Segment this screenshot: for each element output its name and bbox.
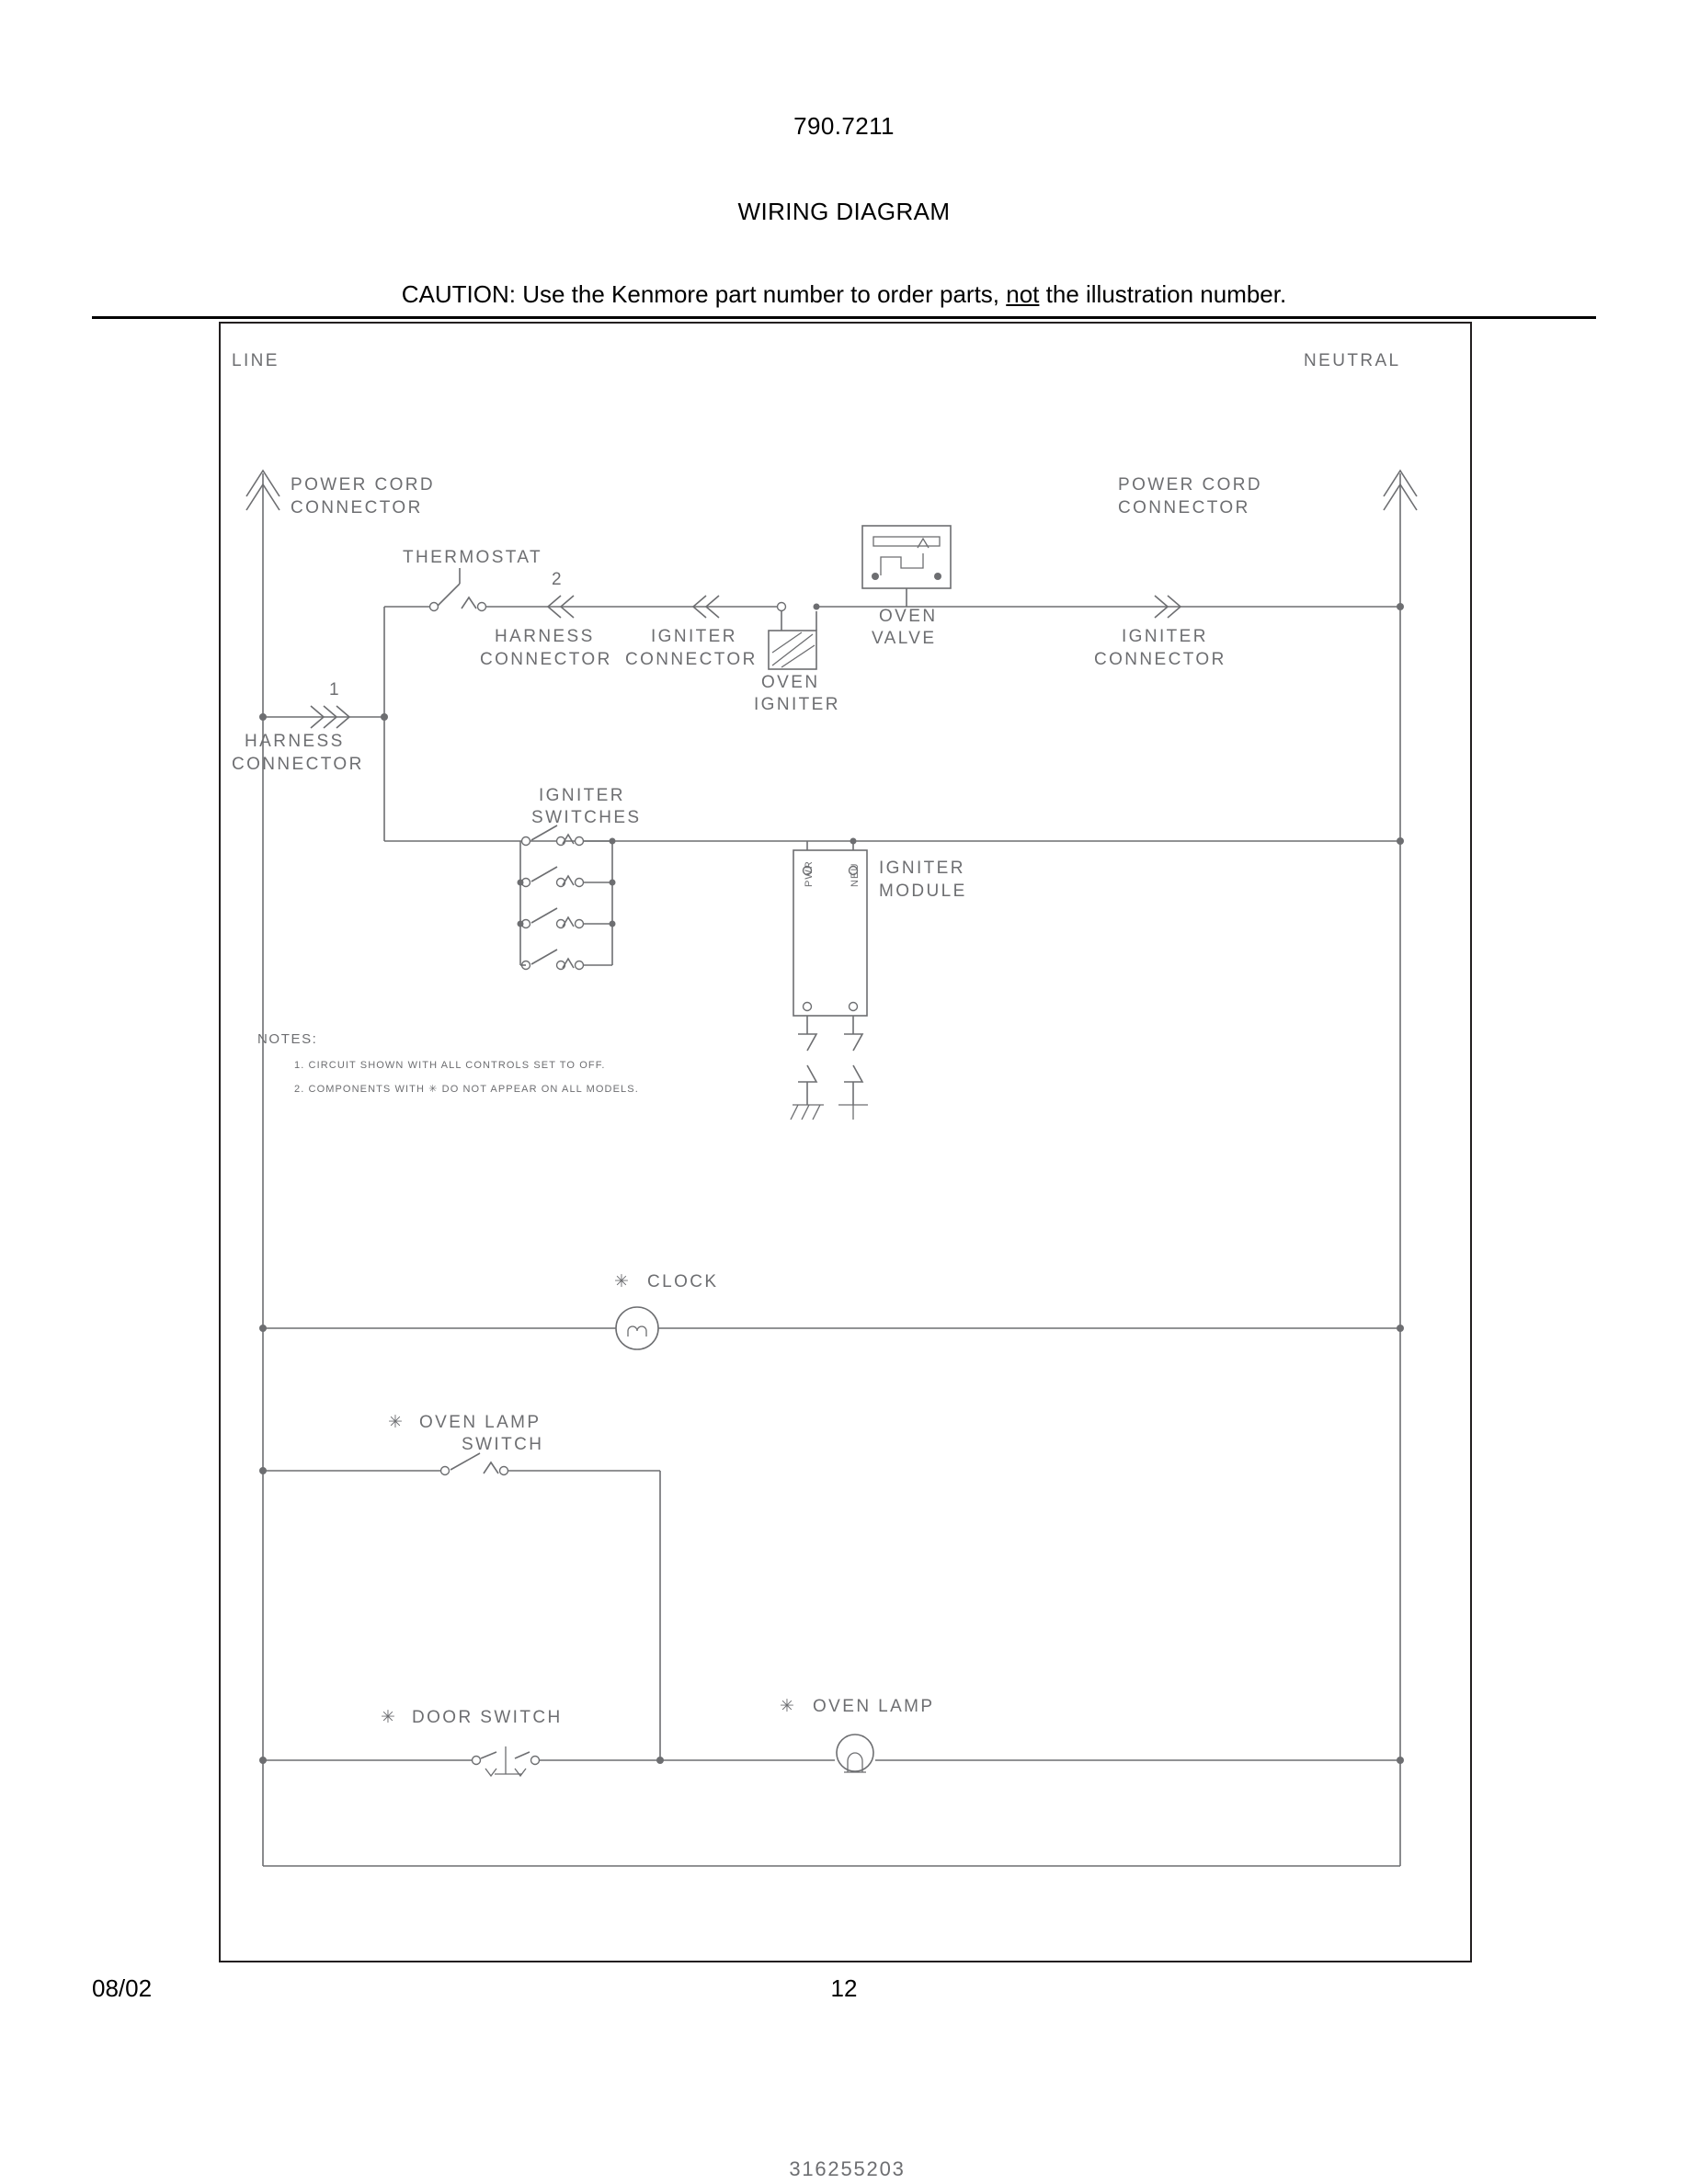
label-harness-connector-1-line2: CONNECTOR: [232, 755, 364, 774]
footer-page-number: 12: [830, 1974, 858, 2002]
label-thermostat: THERMOSTAT: [403, 548, 543, 567]
label-igniter-module-line2: MODULE: [879, 882, 967, 901]
label-harness-connector-2-line1: HARNESS: [495, 627, 595, 646]
label-power-cord-connector-left-line2: CONNECTOR: [291, 498, 423, 518]
notes-item-2: 2. COMPONENTS WITH ✳ DO NOT APPEAR ON ALL MODELS.: [294, 1084, 639, 1095]
label-line: LINE: [232, 351, 279, 370]
label-oven-lamp-switch-star: ✳: [388, 1413, 405, 1432]
caution-prefix: CAUTION: Use the Kenmore part number to order parts,: [401, 280, 1007, 308]
header-divider: [92, 316, 1596, 319]
label-oven-igniter-line1: OVEN: [761, 673, 820, 692]
label-oven-lamp-switch-line1: OVEN LAMP: [419, 1413, 542, 1432]
label-oven-lamp-star: ✳: [780, 1697, 797, 1716]
label-oven-igniter-line2: IGNITER: [754, 695, 840, 714]
label-igniter-connector-right-line1: IGNITER: [1122, 627, 1208, 646]
label-power-cord-connector-left-line1: POWER CORD: [291, 475, 435, 495]
label-harness-connector-1-number: 1: [329, 680, 339, 700]
label-clock-star: ✳: [614, 1272, 632, 1291]
label-door-switch-star: ✳: [381, 1708, 398, 1727]
label-igniter-connector-right-line2: CONNECTOR: [1094, 650, 1226, 669]
schematic: [219, 322, 1472, 1962]
label-module-pwr: PWR: [804, 860, 815, 887]
label-power-cord-connector-right-line2: CONNECTOR: [1118, 498, 1250, 518]
caution-suffix: the illustration number.: [1039, 280, 1287, 308]
notes-item-1: 1. CIRCUIT SHOWN WITH ALL CONTROLS SET TO OFF.: [294, 1060, 606, 1071]
label-oven-lamp-switch-line2: SWITCH: [462, 1435, 544, 1454]
model-number: 790.7211: [793, 112, 895, 140]
label-oven-lamp: OVEN LAMP: [813, 1697, 935, 1716]
label-igniter-connector-left-line1: IGNITER: [651, 627, 737, 646]
part-number: 316255203: [789, 2157, 906, 2180]
caution-emphasis: not: [1006, 280, 1040, 308]
footer-date: 08/02: [92, 1974, 153, 2002]
label-igniter-module-line1: IGNITER: [879, 859, 965, 878]
notes-heading: NOTES:: [257, 1031, 318, 1047]
label-oven-valve-line1: OVEN: [879, 607, 938, 626]
label-module-neu: NEU: [850, 862, 861, 887]
label-neutral: NEUTRAL: [1304, 351, 1401, 370]
label-power-cord-connector-right-line1: POWER CORD: [1118, 475, 1262, 495]
page-title: WIRING DIAGRAM: [737, 198, 951, 225]
label-harness-connector-1-line1: HARNESS: [245, 732, 345, 751]
label-clock: CLOCK: [647, 1272, 719, 1291]
label-harness-connector-2-number: 2: [552, 570, 562, 589]
label-harness-connector-2-line2: CONNECTOR: [480, 650, 612, 669]
label-oven-valve-line2: VALVE: [872, 629, 937, 648]
label-igniter-switches-line1: IGNITER: [539, 786, 625, 805]
label-door-switch: DOOR SWITCH: [412, 1708, 563, 1727]
caution-note: [0, 280, 1688, 309]
label-igniter-switches-line2: SWITCHES: [531, 808, 642, 827]
label-igniter-connector-left-line2: CONNECTOR: [625, 650, 758, 669]
